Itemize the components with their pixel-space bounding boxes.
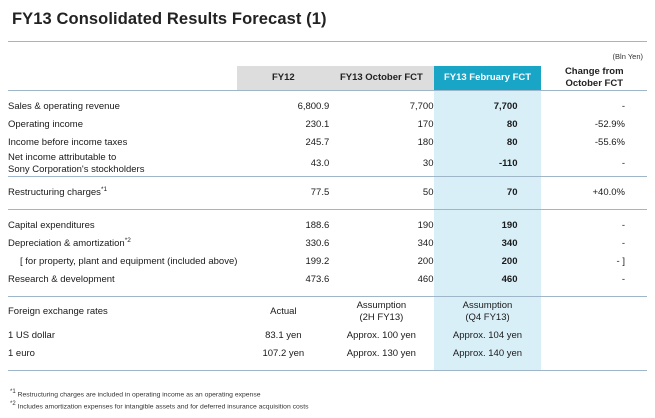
results-forecast-table: [8, 66, 647, 371]
table-row: [8, 271, 647, 289]
footnote-marker-2: *2: [124, 237, 131, 245]
footnote-1-text: Restructuring charges are included in operating income as an operating expense: [17, 391, 261, 399]
header-change-line2: October FCT: [565, 77, 623, 89]
fx-cell-actual: 107.2 yen: [262, 348, 305, 359]
cell-oct: 200: [417, 256, 434, 267]
row-label-net-income-line1: Net income attributable to: [8, 151, 117, 163]
cell-oct: 30: [422, 158, 434, 170]
cell-fy12: 330.6: [305, 238, 330, 249]
fx-header-row: [8, 297, 647, 327]
fx-feb-assumption-line1: Assumption: [462, 299, 513, 311]
fx-oct-assumption-line2: (2H FY13): [359, 311, 404, 323]
cell-fy12: 473.6: [305, 274, 330, 285]
cell-change: -: [621, 220, 625, 231]
header-cell-february-fct: FY13 February FCT: [434, 66, 542, 90]
cell-fy12: 188.6: [305, 220, 330, 231]
fx-row-label-eur: 1 euro: [8, 348, 35, 359]
spacer-row: [8, 91, 647, 98]
header-change-line1: Change from: [564, 66, 624, 77]
rule-bottom: [8, 370, 647, 371]
table-row: [8, 152, 647, 176]
row-label-sales: Sales & operating revenue: [8, 101, 120, 113]
fx-oct-assumption: [329, 297, 433, 327]
cell-change: -55.6%: [594, 137, 625, 149]
cell-change: -52.9%: [594, 119, 625, 131]
cell-change: - ]: [616, 256, 625, 267]
row-label-restructuring-text: Restructuring charges: [8, 187, 101, 199]
header-cell-blank: [8, 66, 237, 90]
spacer-row: [8, 177, 647, 184]
row-label-rnd: Research & development: [8, 274, 115, 285]
cell-feb: 340: [434, 235, 542, 253]
cell-oct: 190: [417, 220, 434, 231]
page-title: FY13 Consolidated Results Forecast (1): [12, 10, 327, 28]
fx-row-label-usd: 1 US dollar: [8, 330, 55, 341]
unit-note: (Bln Yen): [612, 52, 643, 61]
table-row: [8, 253, 647, 271]
footnote-2-mark: *2: [10, 400, 16, 407]
cell-feb: 80: [434, 134, 542, 152]
table-row: [8, 134, 647, 152]
table-header-row: [8, 66, 647, 90]
row-label-net-income-line2: Sony Corporation's stockholders: [8, 163, 145, 175]
fx-cell-actual: 83.1 yen: [265, 330, 302, 341]
fx-feb-assumption: [434, 297, 542, 327]
cell-fy12: 199.2: [305, 256, 330, 267]
header-cell-fy12: FY12: [237, 66, 329, 90]
fx-feb-assumption-line2: (Q4 FY13): [465, 311, 510, 323]
cell-feb: 70: [434, 184, 542, 202]
fx-cell-feb: Approx. 140 yen: [434, 345, 542, 363]
table-row: [8, 98, 647, 116]
cell-feb: 80: [434, 116, 542, 134]
page-title-bar: [0, 0, 655, 37]
cell-change: +40.0%: [592, 187, 625, 198]
spacer-row: [8, 210, 647, 217]
row-label-ppe: [ for property, plant and equipment (included above): [20, 256, 238, 267]
cell-feb: 460: [434, 271, 542, 289]
table-row: [8, 116, 647, 134]
row-label-income-before-taxes: Income before income taxes: [8, 137, 128, 149]
fx-oct-assumption-line1: Assumption: [356, 299, 407, 311]
cell-fy12: 6,800.9: [297, 101, 330, 113]
cell-oct: 340: [417, 238, 434, 249]
cell-fy12: 77.5: [310, 187, 330, 198]
table-row: [8, 345, 647, 363]
cell-feb: 7,700: [434, 98, 542, 116]
spacer-row: [8, 202, 647, 209]
spacer-row: [8, 363, 647, 370]
header-cell-october-fct: FY13 October FCT: [329, 66, 433, 90]
table-row: [8, 184, 647, 202]
fx-section-label: Foreign exchange rates: [8, 306, 108, 317]
cell-change: -: [621, 101, 625, 113]
row-label-depreciation-text: Depreciation & amortization: [8, 238, 125, 250]
row-label-restructuring: [8, 184, 237, 202]
footnote-marker-1: *1: [100, 186, 108, 194]
cell-feb: -110: [434, 152, 542, 176]
row-label-operating-income: Operating income: [8, 119, 83, 131]
cell-oct: 180: [417, 137, 434, 149]
title-divider: [8, 41, 647, 42]
spacer-row: [8, 289, 647, 296]
cell-fy12: 245.7: [305, 137, 330, 149]
table-row: [8, 327, 647, 345]
table-row: [8, 235, 647, 253]
cell-change: -: [621, 274, 625, 285]
fx-cell-feb: Approx. 104 yen: [434, 327, 542, 345]
footnote-1: [10, 388, 308, 400]
fx-cell-change: [541, 345, 647, 363]
fx-cell-oct: Approx. 130 yen: [346, 348, 416, 359]
cell-fy12: 230.1: [305, 119, 330, 131]
footnote-2-text: Includes amortization expenses for intangible assets and for deferred insurance acquisition costs: [17, 403, 309, 411]
cell-oct: 7,700: [409, 101, 434, 113]
row-label-net-income: [8, 152, 237, 176]
fx-cell-change: [541, 327, 647, 345]
footnote-1-mark: *1: [10, 388, 16, 395]
cell-feb: 190: [434, 217, 542, 235]
cell-oct: 170: [417, 119, 434, 131]
table-row: [8, 217, 647, 235]
cell-feb: 200: [434, 253, 542, 271]
cell-change: -: [621, 158, 625, 170]
cell-fy12: 43.0: [310, 158, 330, 170]
row-label-depreciation: [8, 235, 237, 253]
fx-actual-label: Actual: [270, 306, 297, 317]
row-label-capex: Capital expenditures: [8, 220, 95, 231]
cell-oct: 460: [417, 274, 434, 285]
header-cell-change: [541, 66, 647, 90]
footnote-2: [10, 400, 308, 412]
cell-change: -: [621, 238, 625, 249]
cell-oct: 50: [422, 187, 434, 198]
fx-cell-oct: Approx. 100 yen: [346, 330, 416, 341]
footnotes: [10, 388, 308, 412]
fx-change-blank: [541, 297, 647, 327]
